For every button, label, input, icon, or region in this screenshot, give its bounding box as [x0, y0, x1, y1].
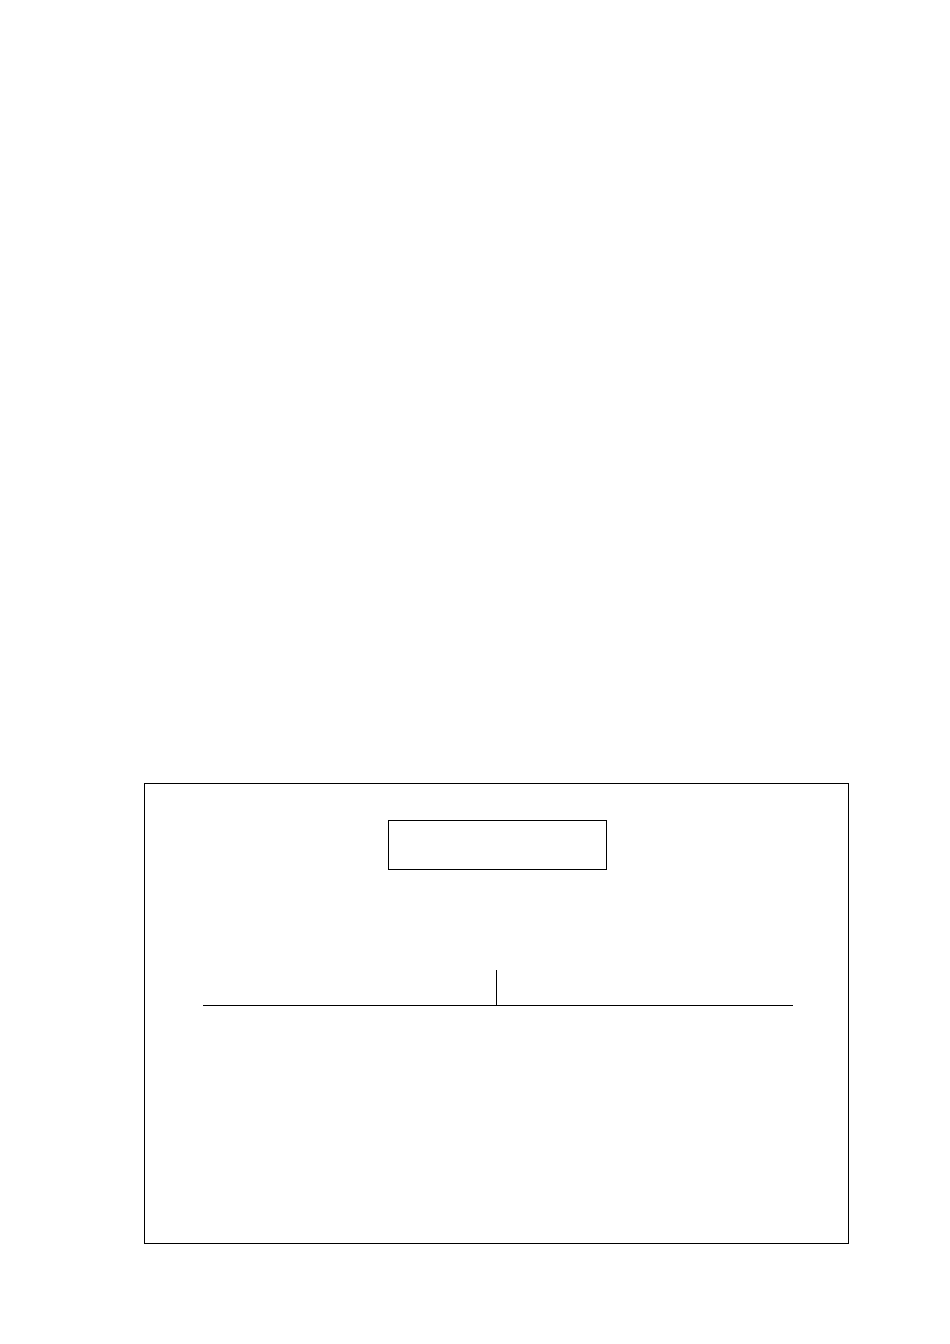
project-manager-box — [388, 820, 607, 870]
